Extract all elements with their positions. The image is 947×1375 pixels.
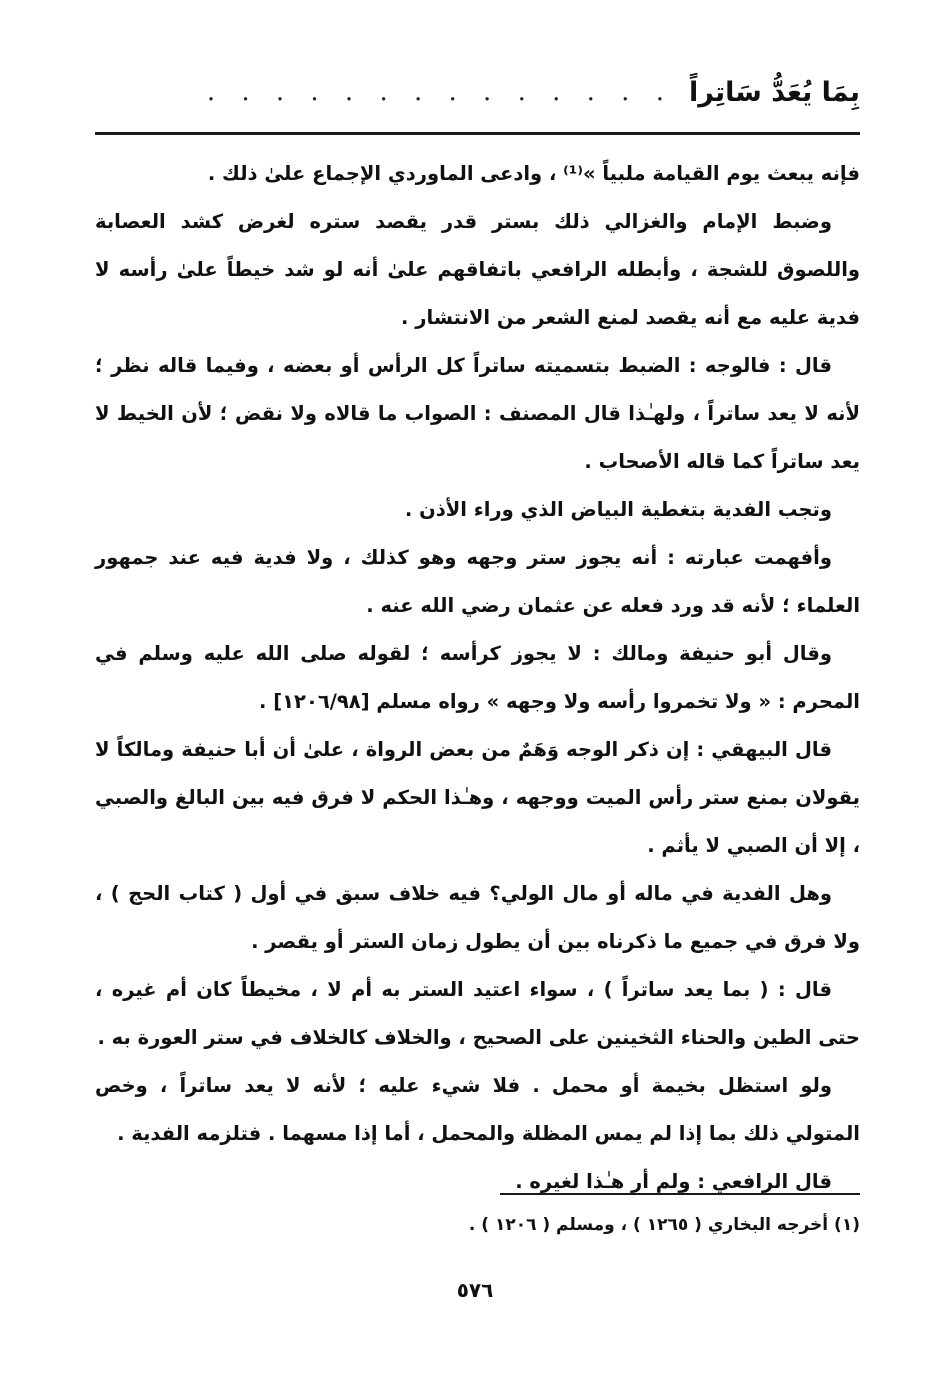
header-rule — [95, 132, 860, 135]
paragraph: وهل الفدية في ماله أو مال الولي؟ فيه خلاف سبق في أول ( كتاب الحج ) ، ولا فرق في جميع ما ذكرناه بين أن يطول زمان الستر أو يقصر . — [95, 882, 860, 953]
running-header-dots: . . . . . . . . . . . . . . — [206, 77, 673, 107]
paragraph: قال : ( بما يعد ساتراً ) ، سواء اعتيد الستر به أم لا ، مخيطاً كان أم غيره ، حتى الطين والحناء الثخينين على الصحيح ، والخلاف كالخلاف في ستر العورة به . — [95, 978, 860, 1049]
running-header-title: بِمَا يُعَدُّ سَاتِراً — [688, 76, 860, 108]
running-header — [95, 72, 860, 112]
paragraph: قال البيهقي : إن ذكر الوجه وَهَمٌ من بعض الرواة ، علىٰ أن أبا حنيفة ومالكاً لا يقولان بمنع ستر رأس الميت ووجهه ، وهـٰذا الحكم لا فرق فيه بين البالغ والصبي ، إلا أن الصبي لا يأثم . — [95, 738, 860, 857]
paragraph: وتجب الفدية بتغطية البياض الذي وراء الأذن . — [404, 498, 832, 521]
paragraph: قال : فالوجه : الضبط بتسميته ساتراً كل الرأس أو بعضه ، وفيما قاله نظر ؛ لأنه لا يعد ساتراً ، ولهـٰذا قال المصنف : الصواب ما قالاه ولا نقض ؛ لأن الخيط لا يعد ساتراً كما قاله الأصحاب . — [95, 354, 860, 473]
footnote-rule — [500, 1193, 860, 1195]
paragraph: وقال أبو حنيفة ومالك : لا يجوز كرأسه ؛ لقوله صلى الله عليه وسلم في المحرم : « ولا تخمروا رأسه ولا وجهه » رواه مسلم [١٢٠٦/٩٨] . — [95, 642, 860, 713]
paragraph: وأفهمت عبارته : أنه يجوز ستر وجهه وهو كذلك ، ولا فدية فيه عند جمهور العلماء ؛ لأنه قد ورد فعله عن عثمان رضي الله عنه . — [95, 546, 860, 617]
paragraph: قال الرافعي : ولم أر هـٰذا لغيره . — [515, 1170, 832, 1193]
main-text — [95, 150, 860, 1206]
paragraph: ولو استظل بخيمة أو محمل . فلا شيء عليه ؛ لأنه لا يعد ساتراً ، وخص المتولي ذلك بما إذا لم يمس المظلة والمحمل ، أما إذا مسهما . فتلزمه الفدية . — [95, 1074, 860, 1145]
paragraph: فإنه يبعث يوم القيامة ملبياً »⁽¹⁾ ، وادعى الماوردي الإجماع علىٰ ذلك . — [207, 162, 860, 185]
footnote: (١) أخرجه البخاري ( ١٢٦٥ ) ، ومسلم ( ١٢٠٦ ) . — [468, 1215, 860, 1235]
page-number: ٥٧٦ — [456, 1278, 494, 1302]
paragraph: وضبط الإمام والغزالي ذلك بستر قدر يقصد ستره لغرض كشد العصابة واللصوق للشجة ، وأبطله الرافعي باتفاقهم علىٰ أنه لو شد خيطاً علىٰ رأسه لا فدية عليه مع أنه يقصد لمنع الشعر من الانتشار . — [95, 210, 860, 329]
